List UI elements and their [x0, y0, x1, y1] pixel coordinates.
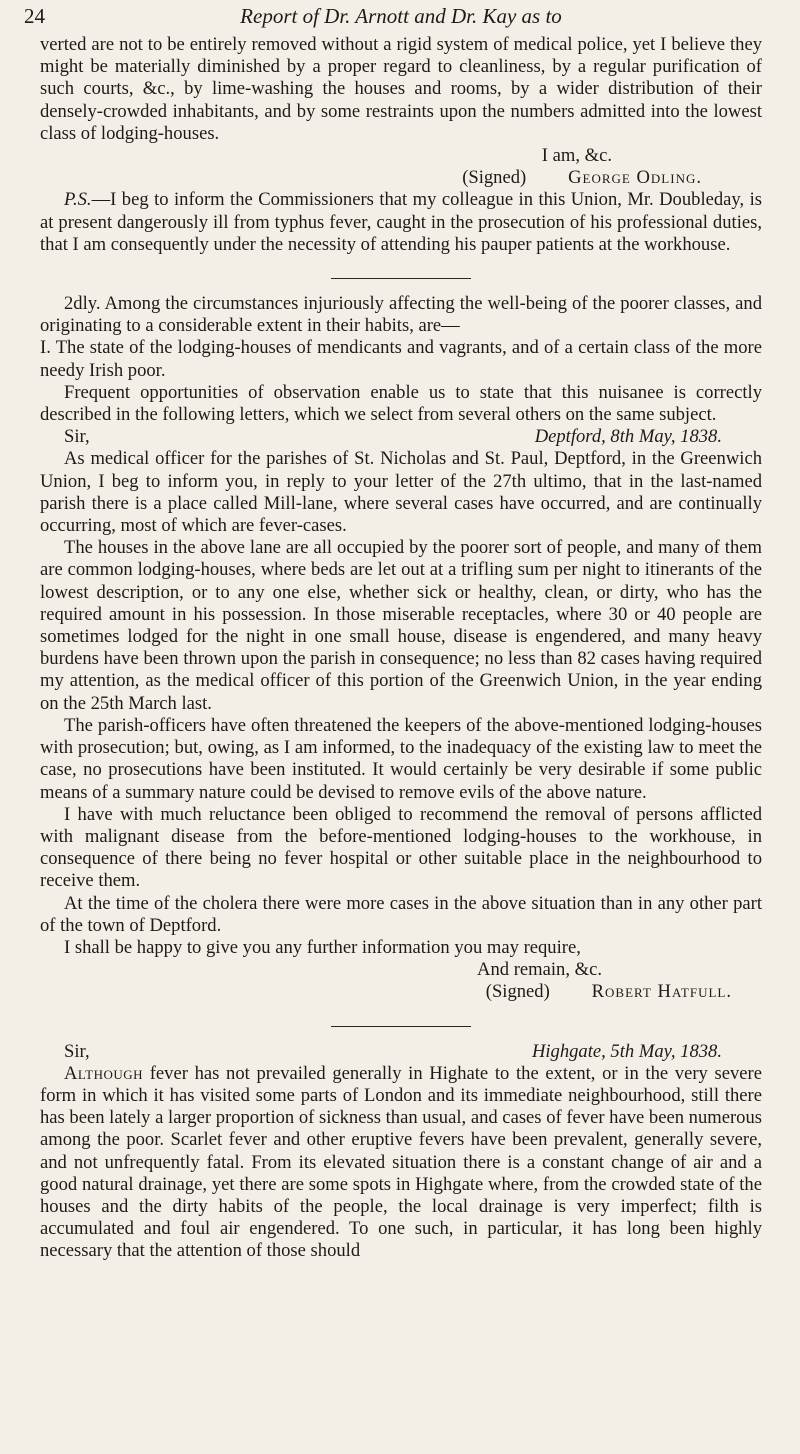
- hatfull-paragraph: As medical officer for the parishes of St. Nicholas and St. Paul, Deptford, in the Greenwich Union, I beg to inform you, in reply to your letter of the 27th ultimo, that in the last-named parish there is a place called Mill-lane, where several cases have occurred, and are continually occurring, most of which are fever-cases.: [40, 448, 762, 537]
- hatfull-paragraph: I shall be happy to give you any further information you may require,: [64, 936, 581, 958]
- postscript-text: —I beg to inform the Commissioners that my colleague in this Union, Mr. Doubleday, is at present dangerously ill from typhus fever, caught in the prosecution of his professional duties, that I am consequently under the necessity of attending his pauper patients at the workhouse.: [40, 189, 762, 255]
- section-intro: 2dly. Among the circumstances injuriously affecting the well-being of the poorer classes, and originating to a considerable extent in their habits, are—: [40, 293, 762, 337]
- hatfull-signed-label: (Signed): [485, 981, 550, 1003]
- highgate-body-text: fever has not prevailed generally in Highate to the extent, or in the very severe form in which it has visited some parts of London and its immediate neighbourhood, still there has been lately a larger proportion of sickness than usual, and cases of fever have been numerous among the poor. Scarlet fever and other eruptive fevers have been prevalent, generally severe, and not unfrequently fatal. From its elevated situation there is a constant change of air and a good natural drainage, yet there are some spots in Highgate where, from the crowded state of the houses and the dirty habits of the people, the local drainage is very imperfect; filth is accumulated and foul air engendered. To one such, in particular, it has long been highly necessary that the attention of those should: [40, 1062, 762, 1262]
- hatfull-paragraph: I have with much reluctance been obliged to recommend the removal of persons afflicted with malignant disease from the before-mentioned lodging-houses to the workhouse, in consequence of there being no fever hospital or other suitable place in the neighbourhood to receive them.: [40, 803, 762, 892]
- odling-signature: George Odling.: [568, 167, 702, 189]
- hatfull-dateline: [40, 426, 762, 448]
- hatfull-salutation: Sir,: [64, 426, 90, 448]
- odling-signature-line: [40, 167, 762, 189]
- odling-signed-label: (Signed): [462, 167, 527, 189]
- highgate-place-date: Highgate, 5th May, 1838.: [531, 1040, 722, 1062]
- hatfull-letter: [40, 426, 762, 1003]
- highgate-body: [40, 1063, 762, 1263]
- highgate-first-word: Although: [64, 1062, 144, 1084]
- page-header: [24, 4, 762, 34]
- odling-letter-body: verted are not to be entirely removed without a rigid system of medical police, yet I believe they might be materially diminished by a proper regard to cleanliness, by a regular purification of such courts, &c., by lime-washing the houses and rooms, by a wider distribution of their densely-crowded inhabitants, and by some restraints upon the numbers admitted into the lowest class of lodging-houses.: [40, 34, 762, 144]
- page-number: 24: [24, 4, 45, 28]
- highgate-letter: [40, 1041, 762, 1263]
- lodging-houses-section: [40, 293, 762, 426]
- hatfull-paragraph: The parish-officers have often threatened the keepers of the above-mentioned lodging-houses with prosecution; but, owing, as I am informed, to the inadequacy of the existing law to meet the case, no prosecutions have been instituted. It would certainly be very desirable if some public means of a summary nature could be devised to remove evils of the above nature.: [40, 714, 762, 803]
- hatfull-signature: Robert Hatfull.: [591, 981, 732, 1003]
- hatfull-paragraph: The houses in the above lane are all occupied by the poorer sort of people, and many of them are common lodging-houses, where beds are let out at a trifling sum per night to itinerants of the lowest description, or to any one else, whether sick or healthy, clean, or dirty, who has the required amount in his possession. In those miserable receptacles, where 30 or 40 people are sometimes lodged for the night in one small house, disease is engendered, and many heavy burdens have been thrown upon the parish in consequence; no less than 82 cases having required my attention, as the medical officer of this portion of the Greenwich Union, in the year ending on the 25th March last.: [40, 537, 762, 714]
- section-divider: [331, 278, 471, 279]
- section-item-heading: I. The state of the lodging-houses of mendicants and vagrants, and of a certain class of the more needy Irish poor.: [40, 337, 762, 381]
- hatfull-closing: And remain, &c.: [477, 959, 602, 981]
- hatfull-signature-line: [40, 981, 762, 1003]
- odling-closing: I am, &c.: [541, 145, 612, 167]
- hatfull-paragraph: At the time of the cholera there were more cases in the above situation than in any other part of the town of Deptford.: [40, 892, 762, 936]
- odling-letter: [40, 34, 762, 256]
- section-item-text: Frequent opportunities of observation enable us to state that this nuisanee is correctly described in the following letters, which we select from several others on the same subject.: [40, 381, 762, 426]
- highgate-salutation: Sir,: [64, 1040, 90, 1062]
- hatfull-place-date: Deptford, 8th May, 1838.: [534, 426, 722, 448]
- odling-postscript: [40, 189, 762, 256]
- letter-divider: [331, 1026, 471, 1027]
- running-head: Report of Dr. Arnott and Dr. Kay as to: [240, 4, 562, 28]
- highgate-dateline: [40, 1041, 762, 1063]
- postscript-label: P.S.: [64, 189, 92, 211]
